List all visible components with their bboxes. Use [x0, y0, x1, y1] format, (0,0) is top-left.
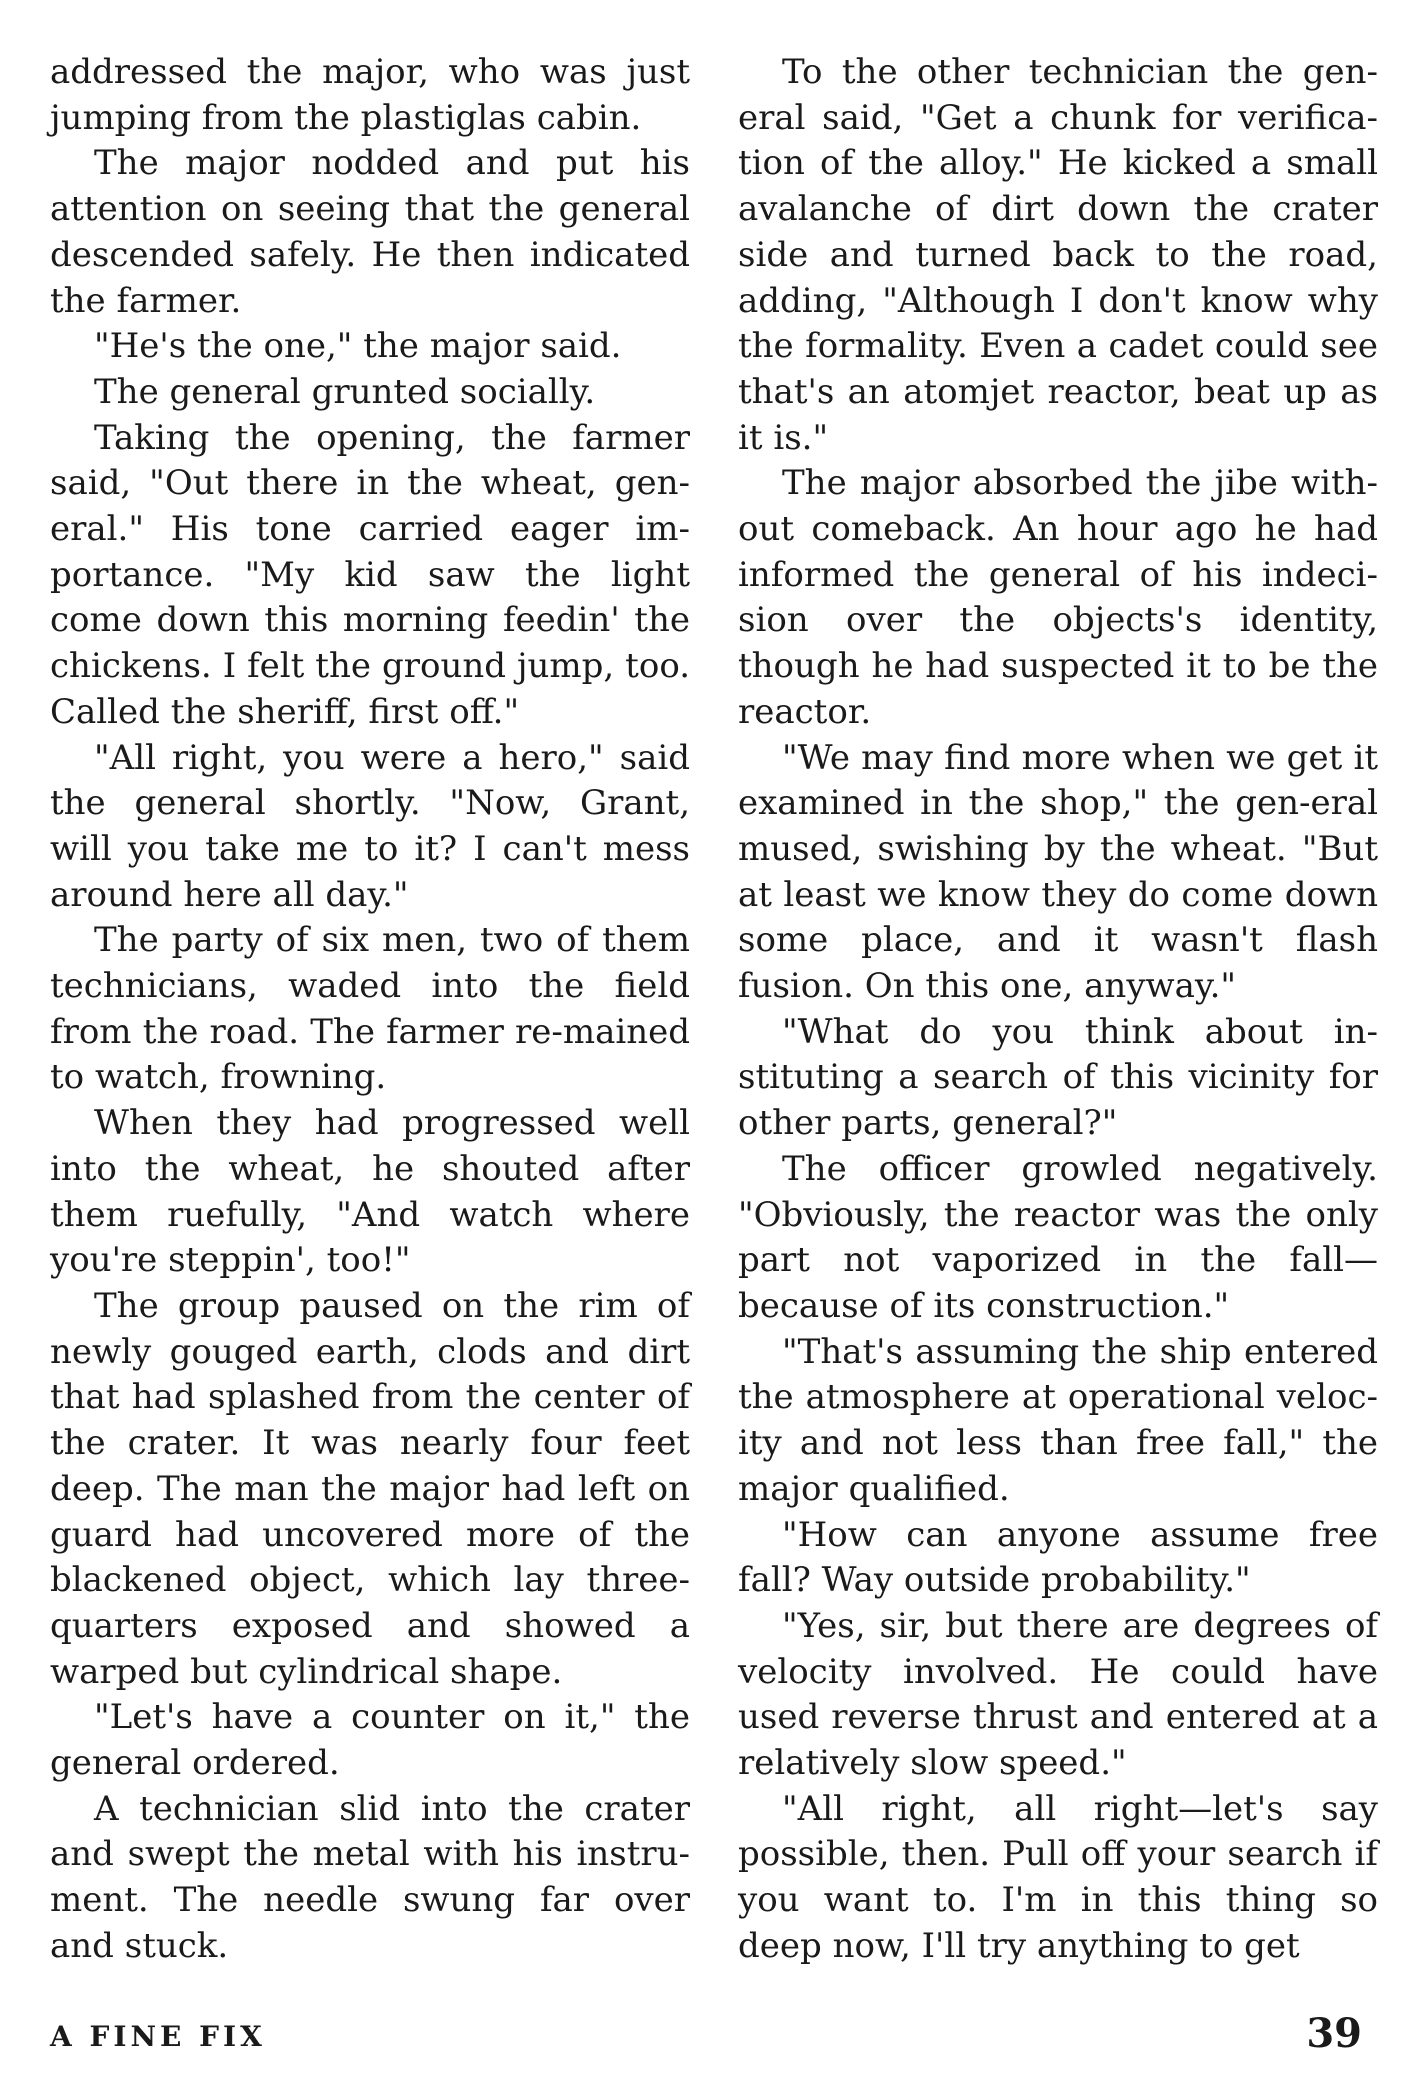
paragraph: To the other technician the gen-eral said, "Get a chunk for verifica-tion of the alloy." He kicked a small avalanche of dirt down the crater side and turned back to the road, adding, "Although I don't know why the formality. Even a cadet could see that's an atomjet reactor, beat up as it is.": [738, 52, 1378, 458]
paragraph: The party of six men, two of them technicians, waded into the field from the road. The farmer re-mained to watch, frowning.: [50, 920, 690, 1098]
paragraph: "What do you think about in-stituting a search of this vicinity for other parts, general?": [738, 1011, 1378, 1144]
paragraph: "That's assuming the ship entered the atmosphere at operational veloc-ity and not less than free fall," the major qualified.: [738, 1331, 1378, 1509]
paragraph: "We may find more when we get it examined in the shop," the gen-eral mused, swishing by the wheat. "But at least we know they do come down some place, and it wasn't flash fusion. On this one, anyway.": [738, 737, 1378, 1007]
paragraph: "How can anyone assume free fall? Way outside probability.": [738, 1514, 1378, 1601]
paragraph: The major nodded and put his attention on seeing that the general descended safely. He then indicated the farmer.: [50, 143, 690, 321]
paragraph: "He's the one," the major said.: [94, 326, 622, 367]
running-footer-title: A FINE FIX: [50, 2020, 266, 2053]
paragraph: The group paused on the rim of newly gouged earth, clods and dirt that had splashed from the center of the crater. It was nearly four feet deep. The man the major had left on guard had uncovered more of the blackened object, which lay three-quarters exposed and showed a warped but cylindrical shape.: [50, 1285, 690, 1692]
paragraph: A technician slid into the crater and swept the metal with his instru-ment. The needle swung far over and stuck.: [50, 1788, 690, 1966]
paragraph: When they had progressed well into the wheat, he shouted after them ruefully, "And watch where you're steppin', too!": [50, 1103, 690, 1281]
paragraph: "All right, all right—let's say possible, then. Pull off your search if you want to. I'm in this thing so deep now, I'll try anything to get: [738, 1788, 1378, 1966]
paragraph: The officer growled negatively. "Obviously, the reactor was the only part not vaporized in the fall—because of its construction.": [738, 1148, 1378, 1326]
paragraph: Taking the opening, the farmer said, "Out there in the wheat, gen-eral." His tone carried eager im-portance. "My kid saw the light come down this morning feedin' the chickens. I felt the ground jump, too. Called the sheriff, first off.": [50, 417, 690, 732]
paragraph: "All right, you were a hero," said the general shortly. "Now, Grant, will you take me to it? I can't mess around here all day.": [50, 737, 690, 915]
paragraph: The general grunted socially.: [94, 371, 596, 412]
paragraph: addressed the major, who was just jumping from the plastiglas cabin.: [50, 52, 690, 138]
page-number: 39: [1306, 2010, 1362, 2057]
paragraph: "Let's have a counter on it," the general ordered.: [50, 1697, 690, 1784]
paragraph: "Yes, sir, but there are degrees of velocity involved. He could have used reverse thrust and entered at a relatively slow speed.": [738, 1605, 1378, 1784]
paragraph: The major absorbed the jibe with-out comeback. An hour ago he had informed the general of his indeci-sion over the objects's identity, though he had suspected it to be the reactor.: [738, 463, 1378, 732]
left-text-column: [50, 50, 690, 1970]
right-text-column: [738, 50, 1378, 1970]
